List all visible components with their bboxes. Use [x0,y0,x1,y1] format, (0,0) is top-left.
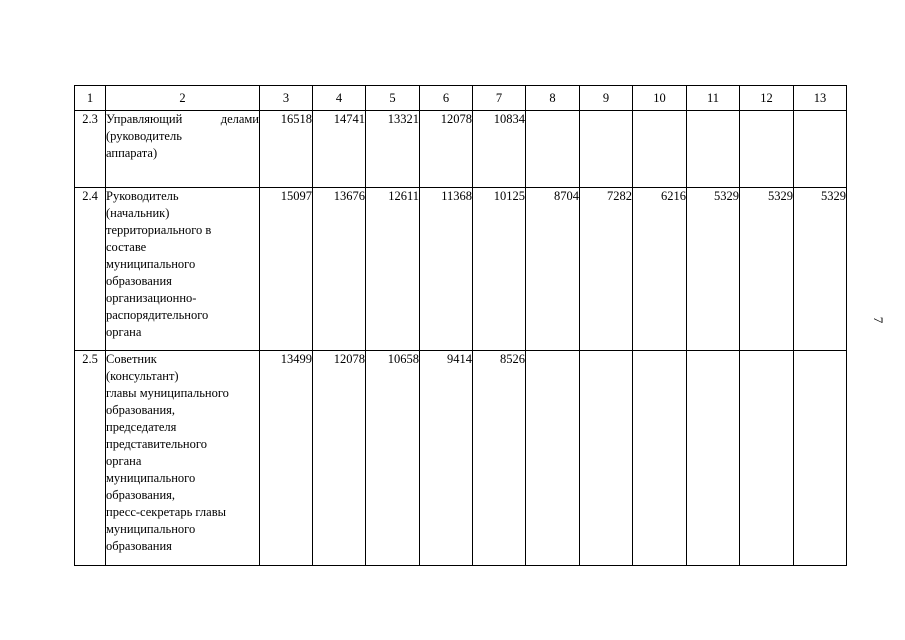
name-line: главы муниципального [106,386,229,400]
salary-value: 5329 [740,188,794,351]
name-line: муниципального [106,522,196,536]
salary-value: 10834 [473,111,526,188]
salary-value: 10658 [366,351,420,566]
column-header: 7 [473,86,526,111]
salary-value: 5329 [687,188,740,351]
name-line: Руководитель [106,189,179,203]
salary-value: 9414 [420,351,473,566]
salary-value [794,351,847,566]
salary-value: 13676 [313,188,366,351]
salary-value: 8704 [526,188,580,351]
name-line: образования [106,274,172,288]
name-line: распорядительного [106,308,209,322]
salary-value: 12078 [313,351,366,566]
salary-value [740,351,794,566]
salary-value [580,351,633,566]
name-line [106,111,259,128]
column-header: 9 [580,86,633,111]
salary-value: 13321 [366,111,420,188]
name-line: образования, [106,488,176,502]
column-header: 13 [794,86,847,111]
salary-value: 15097 [260,188,313,351]
salary-value [794,111,847,188]
salary-value [740,111,794,188]
column-header: 10 [633,86,687,111]
column-header: 1 [75,86,106,111]
name-line: (консультант) [106,369,179,383]
salary-value [633,351,687,566]
salary-value: 5329 [794,188,847,351]
name-line: пресс-секретарь главы [106,505,226,519]
salary-value: 11368 [420,188,473,351]
salary-value: 6216 [633,188,687,351]
salary-value [687,111,740,188]
salary-table [74,85,847,566]
name-line: аппарата) [106,146,158,160]
name-line: территориального в [106,223,212,237]
name-line: образования [106,539,172,553]
name-line: органа [106,325,142,339]
page-number: 7 [871,316,886,324]
column-header: 11 [687,86,740,111]
row-number: 2.5 [75,351,106,566]
salary-value [580,111,633,188]
column-header: 3 [260,86,313,111]
salary-value [526,111,580,188]
header-row [75,86,847,111]
name-line: организационно- [106,291,197,305]
salary-value: 14741 [313,111,366,188]
salary-value: 10125 [473,188,526,351]
name-line: председателя [106,420,177,434]
column-header: 4 [313,86,366,111]
salary-value: 7282 [580,188,633,351]
table-row [75,111,847,188]
salary-value: 13499 [260,351,313,566]
row-number: 2.4 [75,188,106,351]
salary-value: 16518 [260,111,313,188]
column-header: 8 [526,86,580,111]
name-line: образования, [106,403,176,417]
name-word: Управляющий [106,112,183,126]
name-line: органа [106,454,142,468]
column-header: 2 [106,86,260,111]
column-header: 6 [420,86,473,111]
position-name [106,351,260,566]
name-line: (начальник) [106,206,170,220]
name-line: муниципального [106,471,196,485]
salary-value [687,351,740,566]
name-word: делами [220,112,259,126]
salary-value: 12078 [420,111,473,188]
position-name [106,111,260,188]
column-header: 12 [740,86,794,111]
name-line: Советник [106,352,157,366]
salary-value: 8526 [473,351,526,566]
name-line: составе [106,240,147,254]
column-header: 5 [366,86,420,111]
name-line: муниципального [106,257,196,271]
salary-value [526,351,580,566]
name-line: представительного [106,437,207,451]
row-number: 2.3 [75,111,106,188]
table-row [75,188,847,351]
salary-value [633,111,687,188]
position-name [106,188,260,351]
table-row [75,351,847,566]
name-line: (руководитель [106,129,182,143]
salary-value: 12611 [366,188,420,351]
